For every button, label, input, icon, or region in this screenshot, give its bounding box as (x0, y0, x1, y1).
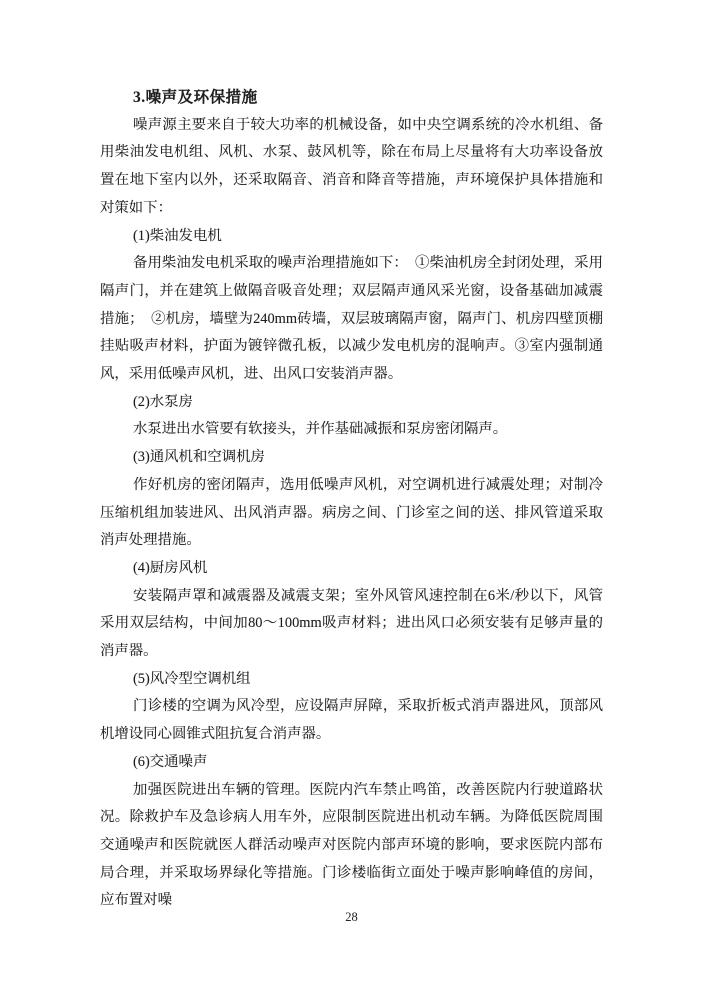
subsection-body-air-cooled-ac-unit: 门诊楼的空调为风冷型，应设隔声屏障，采取折板式消声器进风，顶部风机增设同心圆锥式阻抗复合消声器。 (100, 698, 603, 743)
intro-paragraph: 噪声源主要来自于较大功率的机械设备，如中央空调系统的冷水机组、备用柴油发电机组、风机、水泵、鼓风机等，除在布局上尽量将有大功率设备放置在地下室内以外，还采取隔音、消音和降音等措施，声环境保护具体措施和对策如下： (100, 116, 603, 216)
subsection-body-ventilation-ac-room: 作好机房的密闭隔声，选用低噪声风机，对空调机进行减震处理；对制冷压缩机组加装进风、出风消声器。病房之间、门诊室之间的送、排风管道采取消声处理措施。 (100, 476, 603, 549)
section-heading: 3.噪声及环保措施 (133, 89, 258, 106)
subsection-body-pump-room: 水泵进出水管要有软接头，并作基础减振和泵房密闭隔声。 (133, 421, 508, 438)
subsection-label-diesel-generator: (1)柴油发电机 (133, 227, 222, 244)
subsection-label-air-cooled-ac-unit: (5)风冷型空调机组 (133, 670, 251, 687)
subsection-body-diesel-generator: 备用柴油发电机采取的噪声治理措施如下： ①柴油机房全封闭处理，采用隔声门，并在建筑上做隔音吸音处理；双层隔声通风采光窗，设备基础加减震措施； ②机房，墙壁为240mm砖墙，双层玻璃隔声窗，隔声门、机房四壁顶棚挂贴吸声材料，护面为镀锌微孔板，以减少发电机房的混响声。③室内强制通风，采用低噪声风机，进、出风口安装消声器。 (100, 255, 603, 383)
subsection-label-pump-room: (2)水泵房 (133, 393, 193, 410)
subsection-label-kitchen-fan: (4)厨房风机 (133, 559, 208, 576)
subsection-body-traffic-noise: 加强医院进出车辆的管理。医院内汽车禁止鸣笛，改善医院内行驶道路状况。除救护车及急诊病人用车外，应限制医院进出机动车辆。为降低医院周围交通噪声和医院就医人群活动噪声对医院内部声环境的影响，要求医院内部布局合理，并采取场界绿化等措施。门诊楼临街立面处于噪声影响峰值的房间，应布置对噪 (100, 781, 603, 909)
subsection-label-traffic-noise: (6)交通噪声 (133, 753, 208, 770)
document-page (100, 84, 603, 915)
subsection-label-ventilation-ac-room: (3)通风机和空调机房 (133, 449, 265, 466)
subsection-body-kitchen-fan: 安装隔声罩和减震器及减震支架；室外风管风速控制在6米/秒以下，风管采用双层结构，中间加80～100mm吸声材料；进出风口必须安装有足够声量的消声器。 (100, 587, 603, 660)
page-number: 28 (345, 910, 358, 924)
